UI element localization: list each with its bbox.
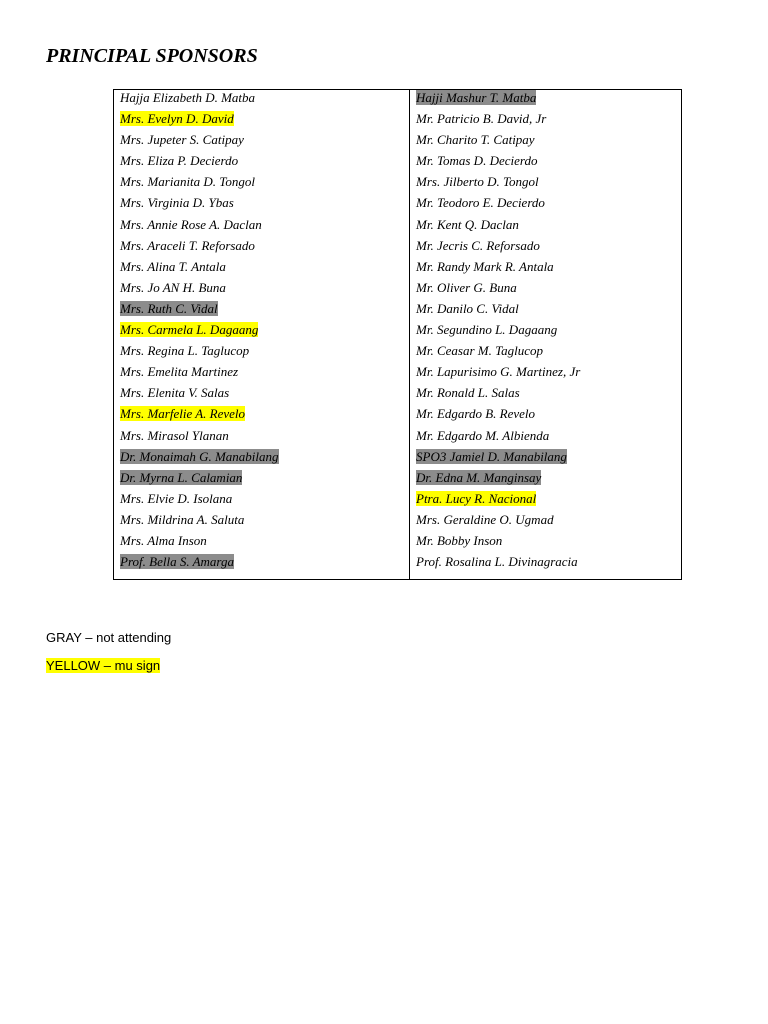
sponsor-name-row	[120, 512, 403, 533]
sponsor-name-row	[416, 301, 675, 322]
sponsor-name: Mr. Ceasar M. Taglucop	[416, 343, 544, 359]
sponsor-name-row	[120, 132, 403, 153]
sponsor-name-row	[120, 238, 403, 259]
sponsor-name: Mrs. Araceli T. Reforsado	[120, 237, 255, 253]
sponsor-name-row	[416, 195, 675, 216]
sponsor-name: Prof. Rosalina L. Divinagracia	[416, 554, 578, 570]
sponsor-name: Mrs. Ruth C. Vidal	[120, 300, 218, 316]
sponsor-name: Mrs. Carmela L. Dagaang	[120, 322, 259, 338]
sponsor-name-row	[416, 217, 675, 238]
sponsor-name: Mrs. Mildrina A. Saluta	[120, 511, 245, 527]
sponsors-right-column	[410, 90, 682, 580]
sponsor-name-row	[120, 470, 403, 491]
sponsor-name: Mr. Ronald L. Salas	[416, 385, 520, 401]
sponsor-name: Mrs. Evelyn D. David	[120, 111, 234, 127]
sponsor-name-row	[416, 343, 675, 364]
legend-gray-note: GRAY – not attending	[46, 630, 172, 645]
sponsor-name: Mr. Edgardo M. Albienda	[416, 427, 550, 443]
sponsor-name-row	[120, 428, 403, 449]
sponsor-name-row	[120, 195, 403, 216]
sponsor-name-row	[120, 90, 403, 111]
sponsor-name: Mr. Charito T. Catipay	[416, 132, 535, 148]
sponsor-name-row	[416, 132, 675, 153]
sponsor-name-row	[416, 385, 675, 406]
sponsor-name-row	[120, 259, 403, 280]
sponsor-name: Hajji Mashur T. Matba	[416, 90, 537, 105]
sponsor-name: Mrs. Marianita D. Tongol	[120, 174, 255, 190]
sponsor-name-row	[120, 491, 403, 512]
sponsor-name-row	[416, 280, 675, 301]
sponsor-name-row	[120, 449, 403, 470]
sponsor-name: Mr. Teodoro E. Decierdo	[416, 195, 545, 211]
sponsor-name-row	[120, 153, 403, 174]
sponsor-name-row	[416, 428, 675, 449]
sponsor-name: SPO3 Jamiel D. Manabilang	[416, 448, 567, 464]
sponsor-name: Mrs. Jilberto D. Tongol	[416, 174, 539, 190]
sponsor-name: Dr. Edna M. Manginsay	[416, 469, 542, 485]
sponsor-name: Prof. Bella S. Amarga	[120, 554, 234, 570]
sponsor-name-row	[120, 385, 403, 406]
sponsor-name-row	[416, 491, 675, 512]
sponsor-name: Mrs. Elenita V. Salas	[120, 385, 230, 401]
sponsors-table	[113, 89, 682, 580]
sponsor-name: Mr. Jecris C. Reforsado	[416, 237, 540, 253]
sponsor-name: Mrs. Alma Inson	[120, 532, 207, 548]
sponsor-name: Mrs. Jupeter S. Catipay	[120, 132, 244, 148]
sponsor-name: Mrs. Jo AN H. Buna	[120, 279, 226, 295]
sponsor-name: Mrs. Mirasol Ylanan	[120, 427, 229, 443]
sponsor-name: Mr. Danilo C. Vidal	[416, 300, 519, 316]
sponsor-name-row	[416, 238, 675, 259]
sponsor-name: Mrs. Regina L. Taglucop	[120, 343, 250, 359]
sponsor-name: Mrs. Elvie D. Isolana	[120, 490, 233, 506]
sponsor-name: Mrs. Virginia D. Ybas	[120, 195, 234, 211]
sponsor-name: Mr. Lapurisimo G. Martinez, Jr	[416, 364, 581, 380]
sponsor-name: Mr. Bobby Inson	[416, 532, 503, 548]
sponsor-name: Mr. Tomas D. Decierdo	[416, 153, 538, 169]
sponsor-name-row	[120, 217, 403, 238]
legend-yellow-text: YELLOW – mu sign	[46, 658, 161, 673]
sponsor-name: Mrs. Marfelie A. Revelo	[120, 406, 246, 422]
sponsor-name: Mrs. Alina T. Antala	[120, 258, 226, 274]
sponsor-name: Mrs. Eliza P. Decierdo	[120, 153, 239, 169]
sponsor-name-row	[416, 449, 675, 470]
sponsor-name-row	[120, 554, 403, 575]
sponsor-name: Mrs. Annie Rose A. Daclan	[120, 216, 262, 232]
sponsor-name: Mr. Kent Q. Daclan	[416, 216, 519, 232]
sponsor-name: Mr. Edgardo B. Revelo	[416, 406, 536, 422]
sponsor-name-row	[120, 280, 403, 301]
sponsor-name-row	[120, 111, 403, 132]
sponsor-name-row	[416, 533, 675, 554]
legend-yellow-note	[46, 658, 160, 674]
sponsor-name: Dr. Myrna L. Calamian	[120, 469, 243, 485]
sponsor-name-row	[120, 322, 403, 343]
sponsor-name: Mrs. Geraldine O. Ugmad	[416, 511, 554, 527]
sponsor-name-row	[416, 364, 675, 385]
page-title: PRINCIPAL SPONSORS	[46, 45, 258, 67]
sponsor-name-row	[120, 174, 403, 195]
sponsor-name-row	[416, 554, 675, 575]
sponsor-name: Hajja Elizabeth D. Matba	[120, 90, 256, 105]
sponsor-name: Mrs. Emelita Martinez	[120, 364, 239, 380]
sponsor-name-row	[416, 259, 675, 280]
sponsor-name-row	[416, 90, 675, 111]
sponsor-name-row	[416, 406, 675, 427]
sponsor-name: Mr. Patricio B. David, Jr	[416, 111, 547, 127]
sponsor-name: Dr. Monaimah G. Manabilang	[120, 448, 279, 464]
sponsor-name-row	[416, 470, 675, 491]
sponsor-name-row	[416, 322, 675, 343]
sponsors-left-column	[114, 90, 410, 580]
sponsor-name-row	[120, 533, 403, 554]
sponsor-name-row	[416, 153, 675, 174]
sponsor-name: Ptra. Lucy R. Nacional	[416, 490, 537, 506]
sponsor-name-row	[120, 343, 403, 364]
sponsor-name-row	[416, 174, 675, 195]
sponsor-name-row	[416, 111, 675, 132]
table-row	[114, 90, 682, 580]
sponsor-name: Mr. Randy Mark R. Antala	[416, 258, 554, 274]
sponsor-name: Mr. Segundino L. Dagaang	[416, 322, 558, 338]
sponsor-name-row	[416, 512, 675, 533]
sponsor-name: Mr. Oliver G. Buna	[416, 279, 517, 295]
sponsor-name-row	[120, 364, 403, 385]
sponsor-name-row	[120, 406, 403, 427]
sponsor-name-row	[120, 301, 403, 322]
